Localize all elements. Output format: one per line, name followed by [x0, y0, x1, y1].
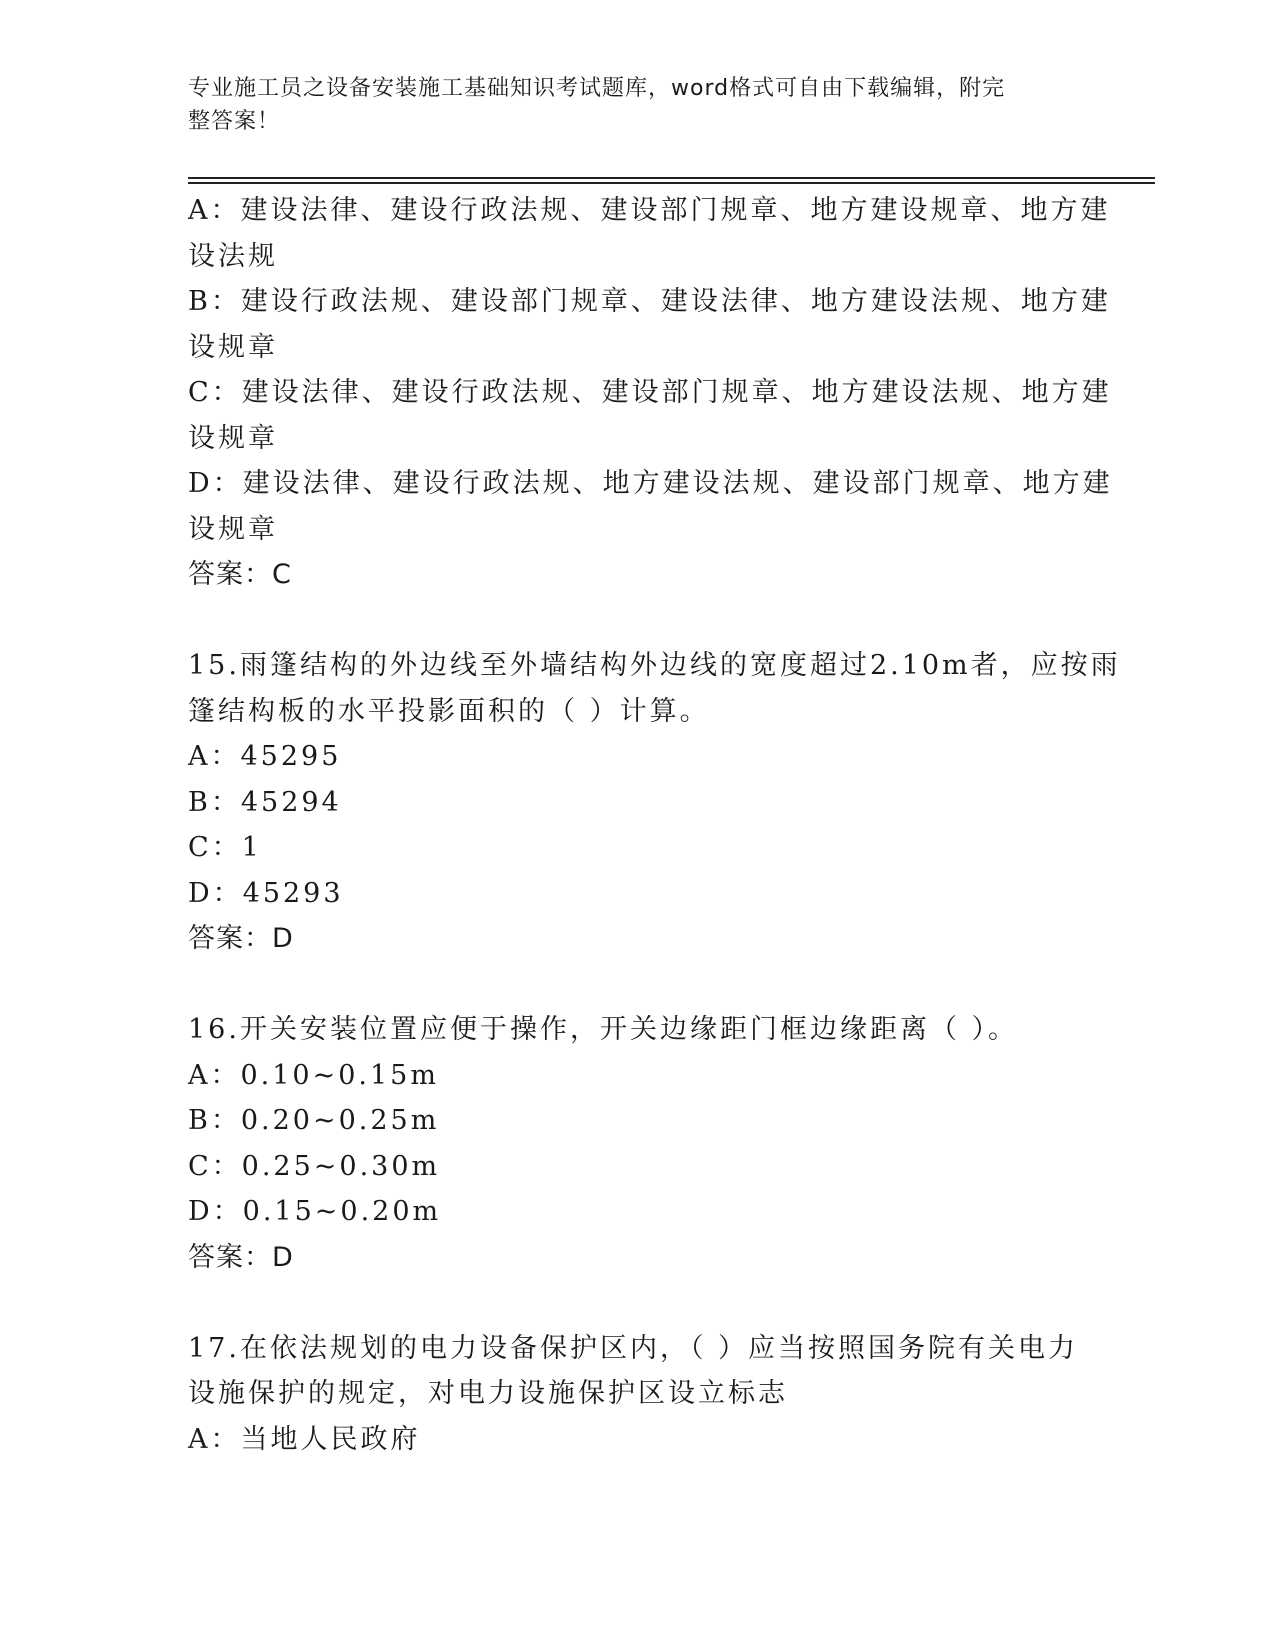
question-stem: 16.开关安装位置应便于操作，开关边缘距门框边缘距离（ ）。: [188, 1014, 1019, 1045]
option-d: D：建设法律、建设行政法规、地方建设法规、建设部门规章、地方建 设规章: [188, 468, 1113, 545]
option-a: A：0.10~0.15m: [188, 1059, 439, 1091]
option-b: B：0.20~0.25m: [188, 1105, 440, 1136]
option-a: A：建设法律、建设行政法规、建设部门规章、地方建设规章、地方建 设法规: [188, 195, 1111, 272]
option-a: A：45295: [188, 741, 342, 772]
option-c: C：建设法律、建设行政法规、建设部门规章、地方建设法规、地方建 设规章: [188, 377, 1112, 454]
question-15: [188, 643, 1121, 962]
option-d: D：0.15~0.20m: [188, 1196, 442, 1227]
option-d: D：45293: [188, 877, 344, 909]
question-17: [188, 1326, 1078, 1463]
answer: 答案：D: [188, 1241, 294, 1273]
answer: 答案：D: [188, 923, 294, 954]
option-c: C：1: [188, 832, 262, 863]
option-a: A：当地人民政府: [188, 1423, 421, 1455]
header-rule-top: [188, 177, 1155, 179]
option-b: B：建设行政法规、建设部门规章、建设法律、地方建设法规、地方建 设规章: [188, 286, 1111, 363]
document-header: [188, 72, 1068, 138]
question-14: [188, 188, 1113, 598]
option-c: C：0.25~0.30m: [188, 1150, 441, 1182]
header-line-1: 专业施工员之设备安装施工基础知识考试题库，word格式可自由下载编辑，附完: [188, 76, 1006, 101]
question-stem: 17.在依法规划的电力设备保护区内，（ ）应当按照国务院有关电力 设施保护的规定，对电力设施保护区设立标志: [188, 1332, 1079, 1409]
spacer: [188, 1280, 1078, 1326]
question-stem: 15.雨篷结构的外边线至外墙结构外边线的宽度超过2.10m者，应按雨 篷结构板的水平投影面积的（ ）计算。: [188, 650, 1121, 727]
header-line-2: 整答案！: [188, 109, 281, 134]
spacer: [188, 598, 1078, 644]
option-b: B：45294: [188, 786, 342, 818]
question-16: [188, 1007, 1078, 1280]
spacer: [188, 962, 1078, 1008]
answer: 答案：C: [188, 559, 292, 590]
header-rule-bottom: [188, 182, 1155, 184]
document-body: [188, 188, 1121, 1462]
